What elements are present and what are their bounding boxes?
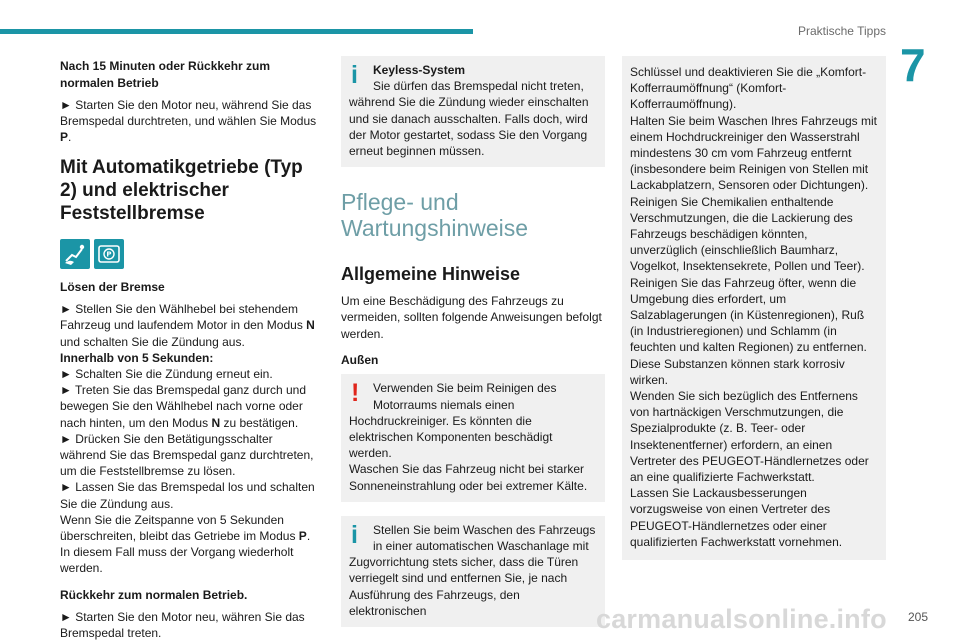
timeout-note: Wenn Sie die Zeitspanne von 5 Sekunden überschreiten, bleibt das Getriebe im Modus P. In diesem Fall muss der Vorgang wiederholt werden.	[60, 512, 311, 576]
column-middle	[341, 56, 605, 641]
paragraph-intro: Um eine Beschädigung des Fahrzeugs zu vermeiden, sollten folgende Anweisungen befolgt werden.	[341, 294, 602, 341]
paragraph-chemicals: Reinigen Sie Chemikalien enthaltende Verschmutzungen, die die Lackierung des Fahrzeugs beschädigen könnten, unverzüglich (einschließlich Baumharz, Vogelkot, Insektensekrete, Pollen und Teer).	[630, 194, 865, 274]
info-box-continued	[622, 56, 886, 560]
watermark: carmanualsonline.info	[596, 604, 887, 634]
paragraph-paint-repair: Lassen Sie Lackausbesserungen vorzugsweise von einen Vertreter des PEUGEOT-Händlernetzes oder einer qualifizierten Fachwerkstatt vornehmen.	[630, 486, 843, 549]
info-icon: i	[351, 520, 358, 549]
gearbox-hand-icon	[60, 239, 90, 269]
chapter-number: 7	[900, 39, 926, 91]
parking-brake-icon	[94, 239, 124, 269]
header-accent-bar	[0, 29, 473, 34]
page-number: 205	[907, 610, 928, 624]
warning-icon: !	[351, 379, 360, 408]
step-press-pedal: ► Treten Sie das Bremspedal ganz durch und bewegen Sie den Wählhebel nach vorne oder nach hinten, um den Modus N zu bestätigen.	[60, 383, 307, 430]
icon-row	[60, 239, 322, 269]
info-icon: i	[351, 61, 358, 89]
warning-text-2: Waschen Sie das Fahrzeug nicht bei starker Sonneneinstrahlung oder bei extremer Kälte.	[349, 462, 588, 493]
step-release-pedal: ► Lassen Sie das Bremspedal los und schalten Sie die Zündung aus.	[60, 480, 315, 511]
subheading-after-15-min: Nach 15 Minuten oder Rückkehr zum normalen Betrieb	[60, 59, 271, 90]
section-title: Praktische Tipps	[797, 24, 886, 38]
paragraph-environment: Reinigen Sie das Fahrzeug öfter, wenn die Umgebung dies erfordert, um Salzablagerungen (in Küstenregionen), Ruß (in Industrieregionen) und Schlamm (in feuchten und kalten Regionen) zu entfernen. Diese Substanzen können stark korrosiv wirken.	[630, 275, 867, 387]
column-right	[622, 56, 886, 574]
paragraph-restart-2: ► Starten Sie den Motor neu, währen Sie das Bremspedal treten.	[60, 610, 305, 641]
subheading-return-normal: Rückkehr zum normalen Betrieb.	[60, 587, 248, 602]
info-box-text: Zugvorrichtung stets sicher, dass die Türen verriegelt sind und entfernen Sie, je nach Ausführung des Fahrzeugs, den elektronischen	[349, 555, 579, 618]
info-box-text: während Sie die Zündung wieder einschalten und sie danach ausschalten. Falls doch, wird der Motor gestartet, sodass Sie den Vorgang erneut beginnen müssen.	[349, 95, 589, 159]
step-selector-n: ► Stellen Sie den Wählhebel bei stehendem Fahrzeug und laufendem Motor in den Modus N und schalten Sie die Zündung aus.	[60, 302, 315, 349]
svg-text:P: P	[106, 250, 112, 259]
paragraph-key: Schlüssel und deaktivieren Sie die „Komfort-Kofferraumöffnung“ (Komfort-Kofferraumöffnung).	[630, 65, 867, 112]
info-box-title: Keyless-System	[373, 63, 466, 77]
info-box-lead: Stellen Sie beim Waschen des Fahrzeugs in einer automatischen Waschanlage mit	[373, 522, 596, 553]
column-left	[60, 58, 322, 641]
paragraph-stubborn-dirt: Wenden Sie sich bezüglich des Entfernens von hartnäckigen Verschmutzungen, die Spezialprodukte (z. B. Teer- oder Insektenentferner) erfordern, an einen Vertreter des PEUGEOT-Händlernetzes oder an eine qualifizierte Fachwerkstatt.	[630, 389, 869, 485]
heading-automatic-gearbox: Mit Automatikgetriebe (Typ 2) und elektrischer Feststellbremse	[60, 156, 303, 224]
heading-general-notes: Allgemeine Hinweise	[341, 264, 521, 285]
warning-box-engine-bay	[341, 374, 605, 501]
warning-lead: Verwenden Sie beim Reinigen des Motorraums niemals einen	[373, 381, 557, 412]
subheading-exterior: Außen	[341, 352, 379, 367]
info-box-keyless	[341, 56, 605, 167]
step-ignition-on: ► Schalten Sie die Zündung erneut ein.	[60, 366, 273, 381]
warning-text: Hochdruckreiniger. Es könnten die elektrischen Komponenten beschädigt werden.	[349, 413, 553, 461]
within-5-seconds: Innerhalb von 5 Sekunden:	[60, 350, 214, 365]
info-box-carwash	[341, 516, 605, 627]
subheading-release-brake: Lösen der Bremse	[60, 279, 165, 294]
paragraph-pressure-washer: Halten Sie beim Waschen Ihres Fahrzeugs mit einem Hochdruckreiniger den Wasserstrahl mindestens 30 cm vom Fahrzeug entfernt (insbesondere beim Reinigen von Stellen mit Lackabplatzern, Sensoren oder Dichtungen).	[630, 113, 877, 193]
info-box-lead: Sie dürfen das Bremspedal nicht treten,	[373, 79, 584, 94]
heading-care-maintenance: Pflege- und Wartungshinweise	[341, 189, 529, 242]
step-press-switch: ► Drücken Sie den Betätigungsschalter während Sie das Bremspedal ganz durchtreten, um die Feststellbremse zu lösen.	[60, 431, 314, 479]
paragraph-restart: ► Starten Sie den Motor neu, während Sie das Bremspedal durchtreten, und wählen Sie Modus P.	[60, 98, 317, 145]
